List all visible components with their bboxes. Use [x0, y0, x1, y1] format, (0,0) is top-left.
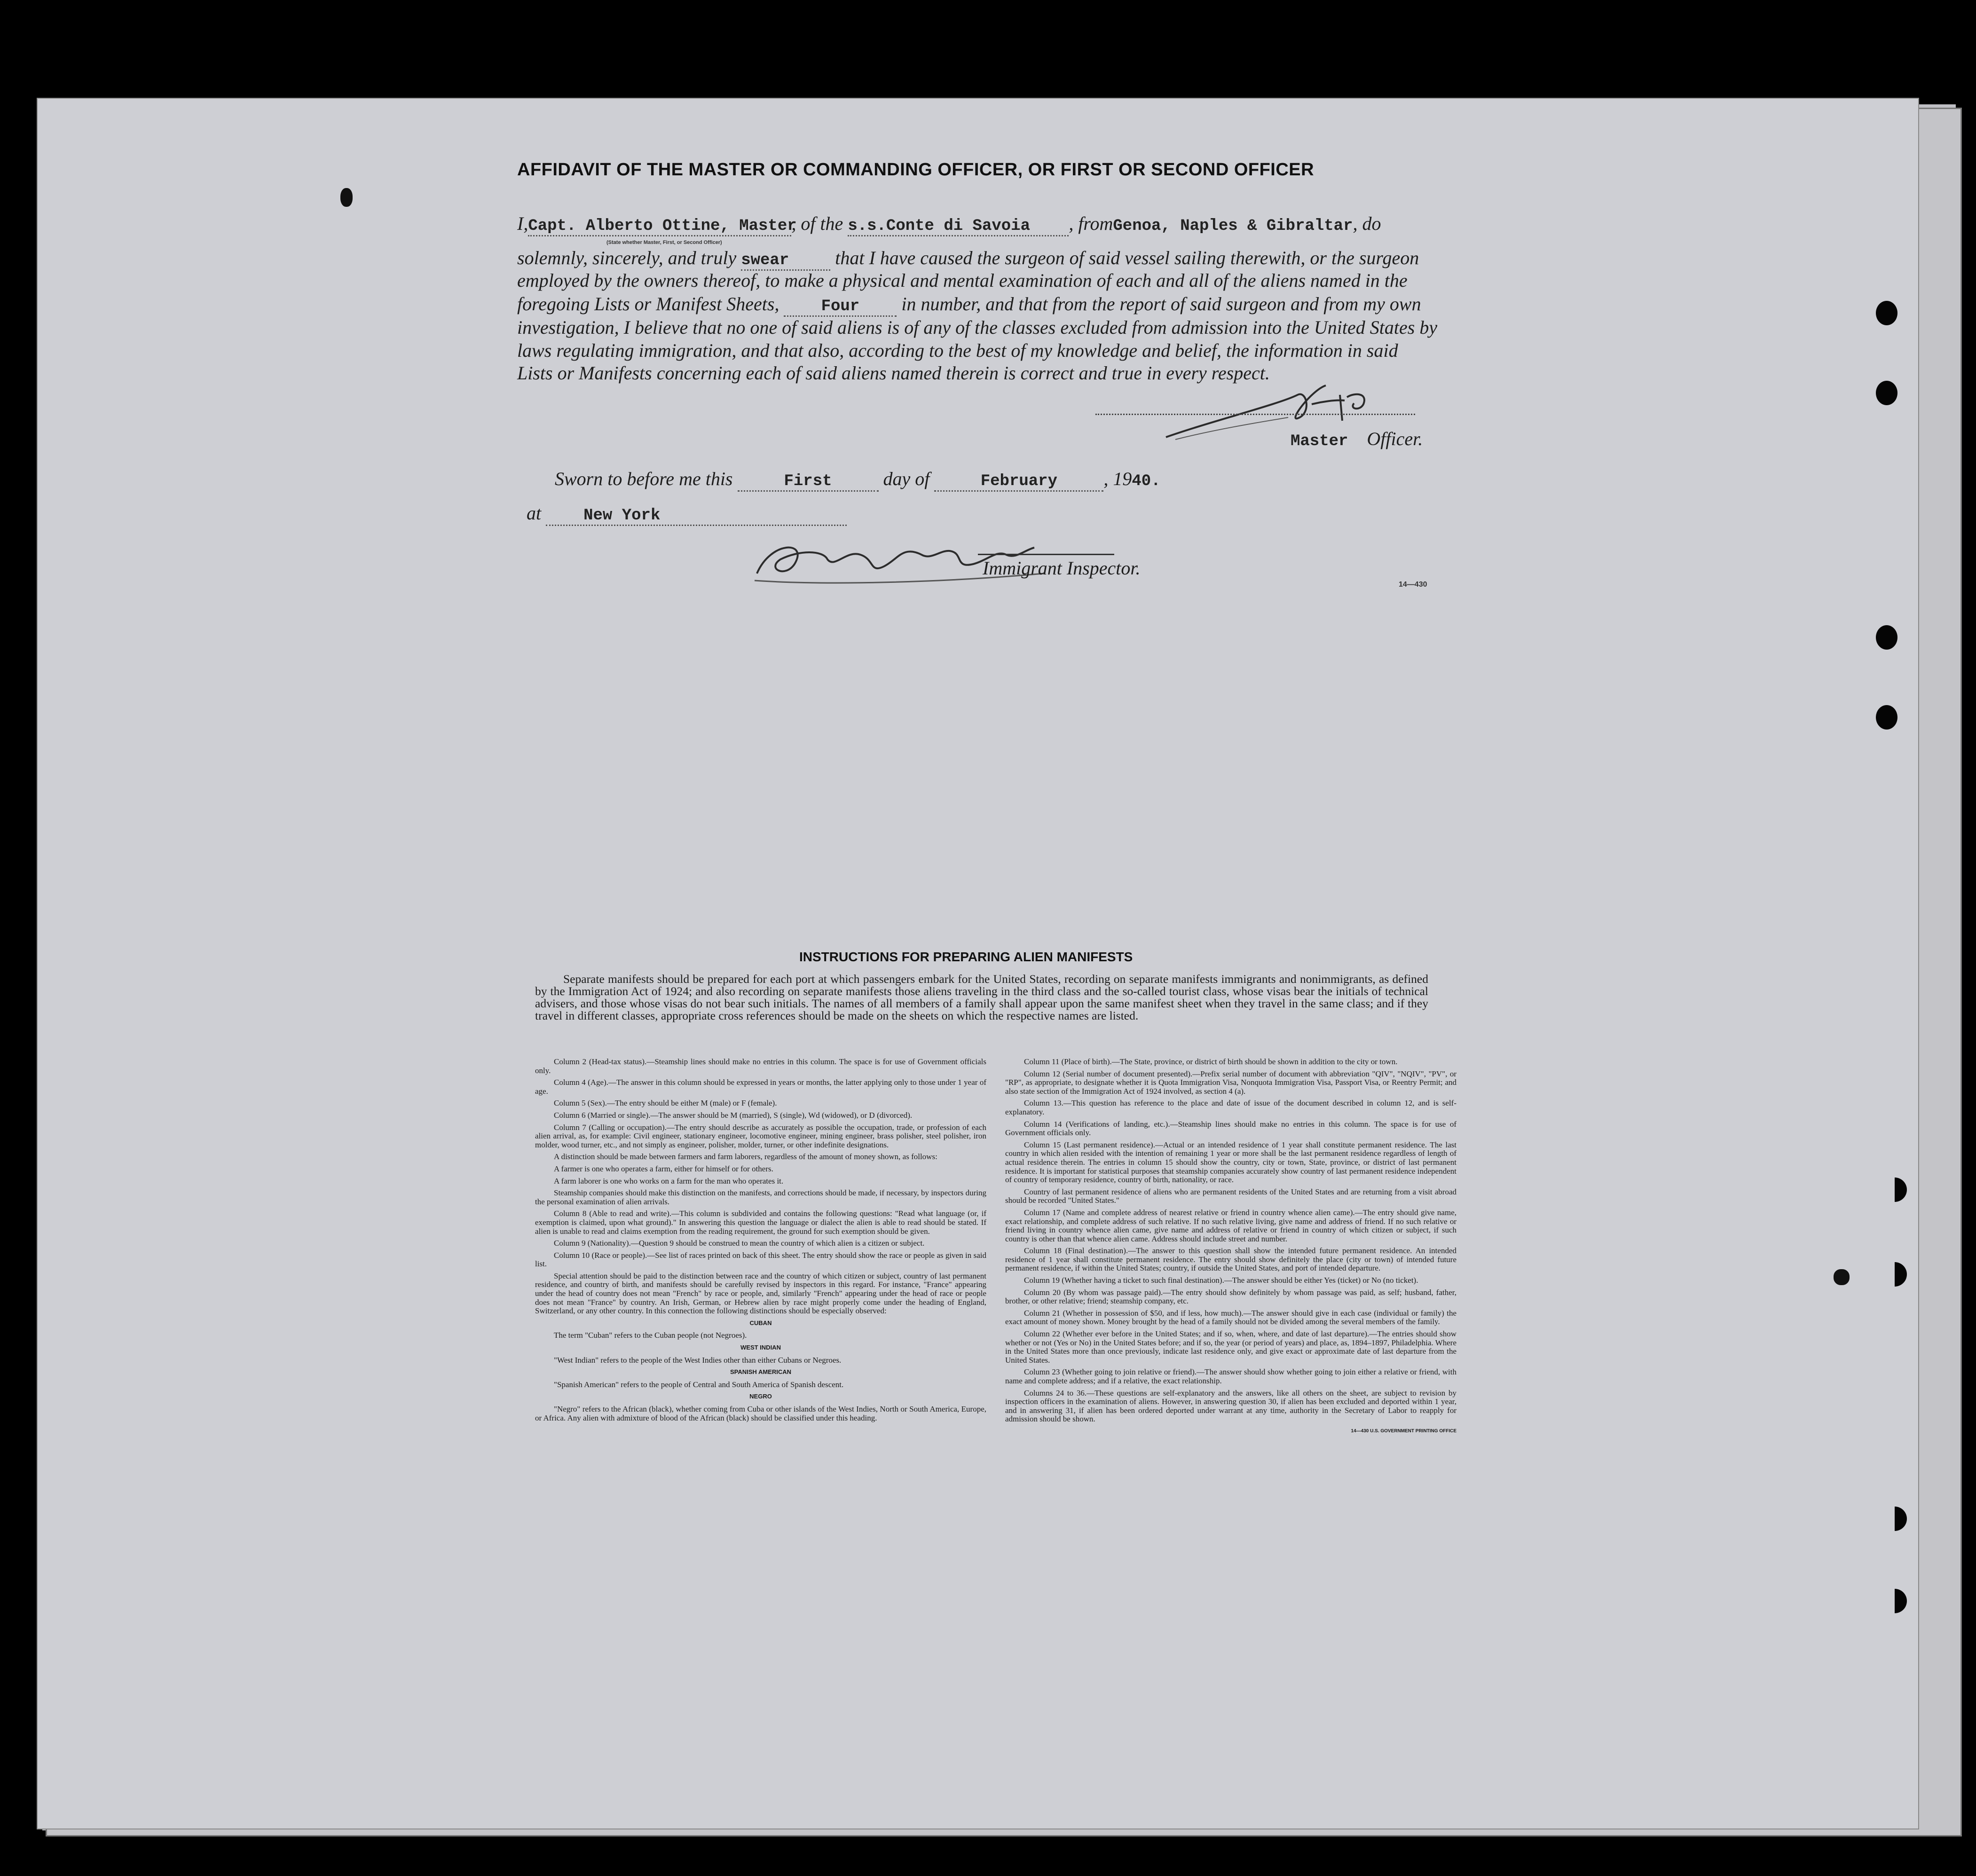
right-paragraph: Column 21 (Whether in possession of $50, and if less, how much).—The answer should give in each case (individual or family) the exact amount of money shown. Money brought by the head of a family should not be divided among the several members of the family. [1005, 1308, 1456, 1327]
affidavit-line-4: foregoing Lists or Manifest Sheets, Four in number, and that from the report of said surgeon and from my own [517, 293, 1421, 317]
right-paragraph: Columns 24 to 36.—These questions are self-explanatory and the answers, like all others on the sheet, are subject to revision by inspection officers in the examination of aliens. However, in answering question 30, if alien has been excluded and deported within 1 year, and in answering 31, if alien has been ordered deported under warrant at any time, authority in the Secretary of Labor to reapply for admission should be shown. [1005, 1388, 1456, 1424]
form-number: 14—430 [1399, 581, 1427, 589]
heading-negro: NEGRO [749, 1393, 772, 1400]
sworn-line: Sworn to before me this First day of February , 1940. [555, 468, 1161, 492]
right-paragraph: Column 17 (Name and complete address of nearest relative or friend in country whence alien came).—The entry should give name, exact relationship, and complete address of such relative. If no such relative living, give name and address of friend. If no such relative or friend living in country whence alien came, give name and address of relative or friend in country of which citizen or subject, if such country is other than that whence alien came. Address should include street and number. [1005, 1208, 1456, 1243]
right-paragraphs [1005, 1058, 1456, 1424]
officer-label: Officer. [1367, 428, 1423, 449]
affidavit-line-2: solemnly, sincerely, and truly swear that I have caused the surgeon of said vessel sailing therewith, or the surgeon [517, 247, 1419, 271]
sworn-year-field: 40. [1132, 472, 1161, 490]
right-paragraph: Column 20 (By whom was passage paid).—The entry should show definitely by whom passage was paid, as self; husband, father, brother, or other relative; friend; steamship company, etc. [1005, 1287, 1456, 1306]
left-paragraph: Column 6 (Married or single).—The answer should be M (married), S (single), Wd (widowed), or D (divorced). [554, 1110, 913, 1120]
left-paragraph: Column 4 (Age).—The answer in this column should be expressed in years or months, the latter applying only to those under 1 year of age. [535, 1078, 986, 1096]
left-paragraph: Column 9 (Nationality).—Question 9 should be construed to mean the country of which alien is a citizen or subject. [554, 1239, 925, 1248]
left-paragraph: A farm laborer is one who works on a farm for the man who operates it. [554, 1176, 784, 1185]
affidavit-title: AFFIDAVIT OF THE MASTER OR COMMANDING OFFICER, OR FIRST OR SECOND OFFICER [517, 160, 1315, 180]
left-paragraph: Special attention should be paid to the distinction between race and the country of which citizen or subject, country of last permanent residence, and country of birth, and manifests should be carefully revised by inspectors in this regard. For instance, "France" appearing under the head of country does not mean "French" by race or people, and, similarly "French" appearing under the head of race or people does not mean "France" by country. An Irish, German, or Hebrew alien by race might properly come under the heading of England, Switzerland, or any other country. In this connection the following distinctions should be especially observed: [535, 1271, 986, 1316]
master-name-field: Capt. Alberto Ottine, Master [528, 217, 791, 236]
right-paragraph: Column 23 (Whether going to join relative or friend).—The answer should show whether going to join either a relative or friend, with name and complete address; and if a relative, the exact relationship. [1005, 1367, 1456, 1385]
right-paragraph: Column 22 (Whether ever before in the United States; and if so, when, where, and date of last departure).—The entries should show whether or not (Yes or No) in the United States before; and if so, the year (or period of years) and place, as, 1894–1897, Philadelphia. Where in the United States more than once previously, indicate last residence only, and give exact or approximate date of last departure from the United States. [1005, 1329, 1456, 1365]
ink-spot [1834, 1269, 1850, 1285]
left-paragraph: Column 10 (Race or people).—See list of races printed on back of this sheet. The entry should show the race or people as given in said list. [535, 1250, 986, 1269]
binding-hole [1876, 705, 1897, 730]
right-paragraph: Column 19 (Whether having a ticket to such final destination).—The answer should be either Yes (ticket) or No (no ticket). [1024, 1276, 1418, 1285]
inspector-label: Immigrant Inspector. [983, 557, 1141, 579]
officer-rank-line [1291, 428, 1423, 450]
binding-hole [1876, 625, 1897, 650]
affidavit-line-3: employed by the owners thereof, to make a physical and mental examination of each and all of the aliens named in the [517, 270, 1408, 291]
instructions-intro: Separate manifests should be prepared for each port at which passengers embark for the United States, recording on separate manifests immigrants and nonimmigrants, as defined by the Immigration Act of 1924; and also recording on separate manifests those aliens traveling in the third class and the so-called tourist class, whose visas bear the initials of technical advisers, and those whose visas do not bear such initials. The names of all members of a family shall appear upon the same manifest sheet when they travel in the same class; and if they travel in different classes, appropriate cross references should be made on the sheets on which the respective names are listed. [535, 972, 1428, 1022]
affidavit-line-1: I,Capt. Alberto Ottine, Master, of the s.s.Conte di Savoia , fromGenoa, Naples & Gibraltar, do [517, 212, 1381, 236]
inspector-signature-line [978, 554, 1114, 555]
left-paragraph: A distinction should be made between farmers and farm laborers, regardless of the amount of money shown, as follows: [554, 1152, 937, 1162]
left-paragraphs [535, 1058, 986, 1316]
place-field: New York [546, 507, 847, 526]
binding-hole [1876, 301, 1897, 325]
officer-rank: Master [1291, 432, 1348, 450]
instructions-left-column [535, 1058, 986, 1426]
signature-line [1095, 414, 1415, 415]
affidavit-line-6: laws regulating immigration, and that also, according to the best of my knowledge and belief, the information in said [517, 340, 1398, 361]
left-paragraph: A farmer is one who operates a farm, either for himself or for others. [554, 1164, 773, 1173]
instructions-title: INSTRUCTIONS FOR PREPARING ALIEN MANIFESTS [799, 950, 1133, 964]
left-paragraph: Column 2 (Head-tax status).—Steamship lines should make no entries in this column. The space is for use of Government officials only. [535, 1057, 986, 1075]
right-paragraph: Column 11 (Place of birth).—The State, province, or district of birth should be shown in addition to the city or town. [1024, 1057, 1398, 1066]
text-west-indian: "West Indian" refers to the people of the West Indies other than either Cubans or Negroes. [554, 1355, 842, 1365]
ink-spot [340, 188, 353, 207]
vessel-name-field: s.s.Conte di Savoia [848, 217, 1069, 236]
heading-cuban: CUBAN [749, 1319, 772, 1327]
text-spanish-american: "Spanish American" refers to the people of Central and South America of Spanish descent. [554, 1380, 844, 1389]
right-paragraph: Column 18 (Final destination).—The answer to this question shall show the intended future permanent residence. An intended residence of 1 year shall constitute permanent residence. The entry should show definitely the place (city or town) of intended future permanent residence, if within the United States; country, if outside the United States, and port of intended departure. [1005, 1246, 1456, 1273]
right-paragraph: Country of last permanent residence of aliens who are permanent residents of the United States and are returning from a visit abroad should be recorded "United States." [1005, 1187, 1456, 1205]
officer-rank-note: (State whether Master, First, or Second Officer) [606, 240, 722, 245]
right-paragraph: Column 12 (Serial number of document presented).—Prefix serial number of document with abbreviation "QIV", "NQIV", "PV", or "RP", as appropriate, to designate whether it is Quota Immigration Visa, Nonquota Immigration Visa, Passport Visa, or Reentry Permit; and also state section of the Immigration Act of 1924 involved, as section 4 (a). [1005, 1069, 1456, 1096]
sheets-count-field: Four [784, 298, 897, 317]
binding-hole [1876, 381, 1897, 405]
heading-spanish-american: SPANISH AMERICAN [730, 1368, 791, 1376]
oath-field: swear [741, 251, 830, 271]
right-paragraph: Column 14 (Verifications of landing, etc.).—Steamship lines should make no entries in this column. The space is for use of Government officials only. [1005, 1119, 1456, 1138]
text-negro: "Negro" refers to the African (black), whether coming from Cuba or other islands of the West Indies, North or South America, Europe, or Africa. Any alien with admixture of blood of the African (black) should be classified under this heading. [535, 1405, 986, 1422]
sworn-day-field: First [738, 472, 879, 492]
left-paragraph: Column 5 (Sex).—The entry should be either M (male) or F (female). [554, 1099, 777, 1108]
left-paragraph: Column 7 (Calling or occupation).—The entry should describe as accurately as possible the occupation, trade, or profession of each alien arrival, as, for example: Civil engineer, stationary engineer, locomotive engineer, mining engineer, brass polisher, steel polisher, iron molder, wood turner, etc., and not simply as engineer, polisher, molder, turner, or other indefinite designations. [535, 1122, 986, 1149]
ports-field: Genoa, Naples & Gibraltar [1113, 217, 1353, 235]
printing-office-note: 14—430 U.S. GOVERNMENT PRINTING OFFICE [1351, 1428, 1456, 1434]
text-cuban: The term "Cuban" refers to the Cuban people (not Negroes). [554, 1331, 747, 1340]
affidavit-line-5: investigation, I believe that no one of said aliens is of any of the classes excluded from admission into the United States by [517, 317, 1438, 338]
right-paragraph: Column 13.—This question has reference to the place and date of issue of the document described in column 12, and is self-explanatory. [1005, 1099, 1456, 1116]
left-paragraph: Column 8 (Able to read and write).—This column is subdivided and contains the following questions: "Read what language (or, if exemption is claimed, upon what ground)." In answering this question the language or dialect the alien is able to read should be stated. If alien is unable to read and claims exemption from the reading requirement, the ground for such exemption should be given. [535, 1209, 986, 1236]
affidavit-line-7: Lists or Manifests concerning each of said aliens named therein is correct and true in every respect. [517, 362, 1270, 384]
right-paragraph: Column 15 (Last permanent residence).—Actual or an intended residence of 1 year shall constitute permanent residence. The last country in which alien resided with the intention of remaining 1 year or more shall be the last permanent residence regardless of length of actual residence therein. The entries in column 15 should show the country, city or town, State, province, or district of last permanent residence. It is important for statistical purposes that steamship companies accurately show country of last permanent residence independent of country of temporary residence, country of birth, nationality, or race. [1005, 1140, 1456, 1185]
heading-west-indian: WEST INDIAN [740, 1344, 781, 1351]
left-paragraph: Steamship companies should make this distinction on the manifests, and corrections should be made, if necessary, by inspectors during the personal examination of alien arrivals. [535, 1188, 986, 1206]
sworn-month-field: February [934, 472, 1103, 492]
place-line: at New York [527, 502, 847, 526]
instructions-right-column [1005, 1058, 1456, 1439]
